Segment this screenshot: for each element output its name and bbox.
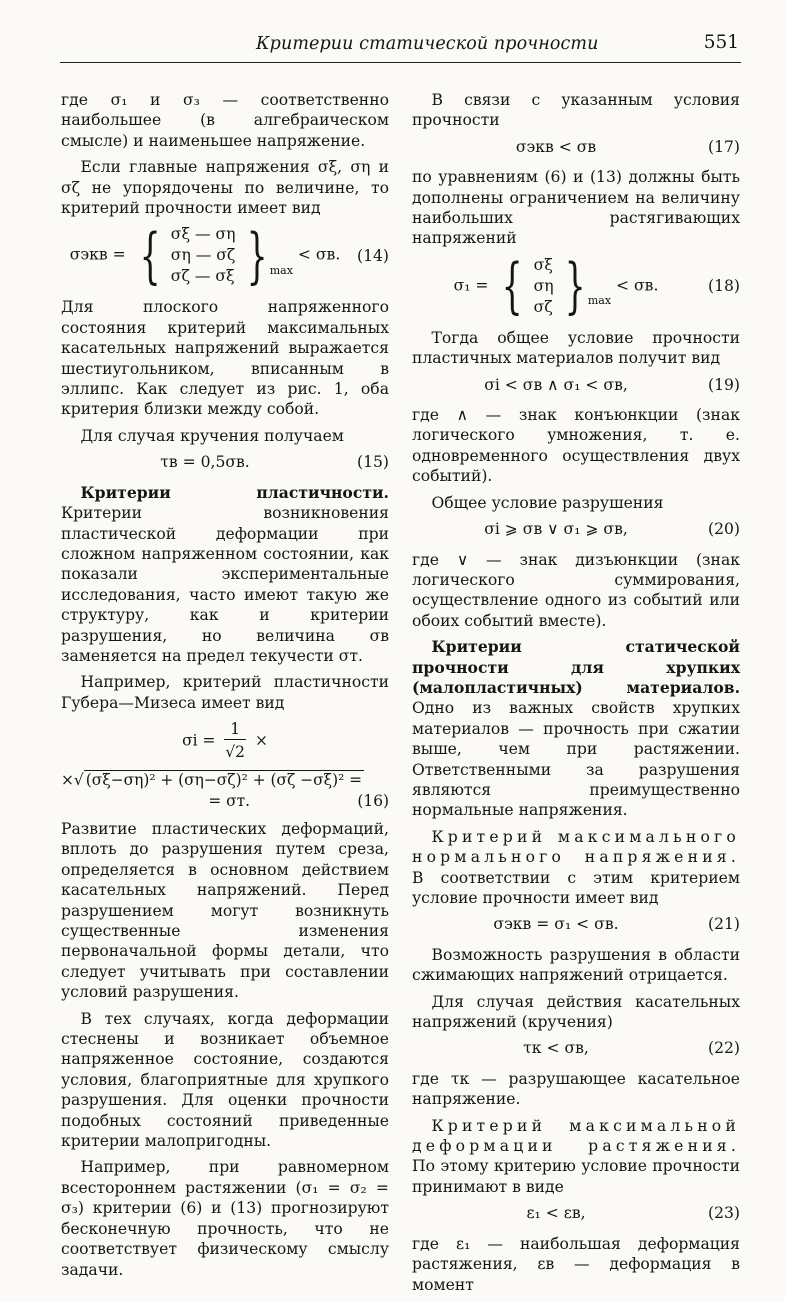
formula-body: σi < σв ∧ σ₁ < σв, <box>484 375 628 394</box>
paragraph <box>61 483 389 667</box>
paragraph: Для плоского напряженного состояния критерий максимальных касательных напряжений выражается шестиугольником, вписанным в эллипс. Как следует из рис. 1, оба критерия близки между собой. <box>61 298 389 419</box>
paragraph: Если главные напряжения σξ, ση и σζ не упорядочены по величине, то критерий прочности имеет вид <box>61 158 389 218</box>
sqrt-prefix: ×√ <box>61 771 84 790</box>
brace-matrix: { σξ — ση ση — σζ σζ — σξ } max <box>139 220 293 291</box>
fraction <box>224 719 246 764</box>
formula-body: σi ⩾ σв ∨ σ₁ ⩾ σв, <box>484 520 628 539</box>
equation-number: (17) <box>707 137 740 156</box>
formula-23 <box>412 1203 740 1223</box>
paragraph: по уравнениям (6) и (13) должны быть дополнены ограничением на величину наибольших растягивающих напряжений <box>412 168 740 248</box>
max-subscript: max <box>587 294 612 308</box>
formula-body: σэкв = σ₁ < σв. <box>493 915 619 934</box>
formula-rhs: < σв. <box>297 245 341 264</box>
fraction-denominator: √2 <box>225 743 245 762</box>
equation-number: (22) <box>707 1039 740 1058</box>
times-sign: × <box>254 731 268 750</box>
paragraph: Для случая кручения получаем <box>80 426 344 445</box>
formula-18 <box>412 251 740 322</box>
formula-15 <box>61 452 389 472</box>
formula-lhs: σ₁ = <box>453 276 489 295</box>
paragraph: Возможность разрушения в области сжимающих напряжений отрицается. <box>412 945 740 985</box>
formula-body: τв = 0,5σв. <box>160 453 250 472</box>
section-heading: Критерии пластичности. <box>80 482 389 502</box>
paragraph: где σ₁ и σ₃ — соответственно наибольшее (в алгебраическом смысле) и наименьшее напряжение. <box>61 91 389 150</box>
paragraph: Например, при равномерном всестороннем растяжении (σ₁ = σ₂ = σ₃) критерии (6) и (13) прогнозируют бесконечную прочность, что не соответствует физическому смыслу задачи. <box>61 1158 389 1279</box>
equation-number: (19) <box>707 375 740 394</box>
paragraph <box>412 637 740 821</box>
paragraph-text: Критерии возникновения пластической деформации при сложном напряженном состоянии, как показали экспериментальные исследования, часто имеют такую же структуру, как и критерии разрушения, но величина σв заменяется на предел текучести σт. <box>61 504 389 665</box>
left-column <box>61 90 389 1286</box>
paragraph-text: По этому критерию условие прочности принимают в виде <box>412 1157 740 1196</box>
paragraph: В тех случаях, когда деформации стеснены и возникает объемное напряженное состояние, создаются условия, благоприятные для хрупкого разрушения. Для оценки прочности подобных состояний приведенные критерии малопригодны. <box>61 1009 389 1151</box>
matrix-row: σξ — ση <box>170 225 236 244</box>
paragraph: где ∧ — знак конъюнкции (знак логического умножения, т. е. одновременного осуществления двух событий). <box>412 406 740 486</box>
paragraph: Развитие пластических деформаций, вплоть до разрушения путем среза, определяется в основном действием касательных напряжений. Перед разрушением могут возникнуть существенные изменения первоначальной формы детали, что следует учитывать при составлении условий разрушения. <box>61 819 389 1002</box>
paragraph-text: В соответствии с этим критерием условие прочности имеет вид <box>412 868 740 907</box>
equation-number: (23) <box>707 1204 740 1223</box>
formula-22 <box>412 1038 740 1058</box>
sqrt-radicand: (σξ−ση)² + (ση−σζ)² + (σζ −σξ)² = <box>85 771 363 790</box>
page-header <box>60 20 741 63</box>
formula-20 <box>412 519 740 539</box>
max-subscript: max <box>269 264 293 278</box>
formula-lhs: σэкв = <box>69 245 126 264</box>
matrix-row: σζ <box>533 297 553 316</box>
formula-21 <box>412 914 740 934</box>
section-heading: Критерии статической прочности для хрупких (малопластичных) материалов. <box>412 637 740 697</box>
formula-rhs: < σв. <box>616 276 659 295</box>
paragraph: где ε₁ — наибольшая деформация растяжения, εв — деформация в момент <box>412 1234 740 1294</box>
formula-19 <box>412 375 740 395</box>
formula-lhs: σi = <box>182 731 216 750</box>
formula-14 <box>61 220 389 291</box>
page-number: 551 <box>703 32 739 53</box>
equation-number: (15) <box>356 453 389 472</box>
formula-16 <box>61 719 389 811</box>
paragraph <box>412 1116 740 1198</box>
paragraph: Тогда общее условие прочности пластичных материалов получит вид <box>412 328 740 368</box>
formula-body: τк < σв, <box>523 1039 589 1058</box>
paragraph: где ∨ — знак дизъюнкции (знак логического суммирования, осуществление одного из событий или обоих событий вместе). <box>412 550 740 630</box>
paragraph <box>412 827 740 909</box>
paragraph: Общее условие разрушения <box>431 493 664 512</box>
fraction-numerator: 1 <box>224 719 246 740</box>
equation-number: (14) <box>356 246 389 265</box>
paragraph: В связи с указанным условия прочности <box>412 91 740 130</box>
matrix-row: ση — σζ <box>170 246 236 265</box>
matrix-row: σξ <box>533 255 553 274</box>
spaced-heading: Критерий максимального нормального напряжения. <box>412 827 740 867</box>
paragraph: где τк — разрушающее касательное напряжение. <box>412 1069 740 1109</box>
right-column <box>412 90 740 1301</box>
equation-number: (16) <box>357 791 389 810</box>
paragraph-text: Одно из важных свойств хрупких материалов — прочность при сжатии выше, чем при растяжении. Ответственными за разрушения являются преимущественно нормальные напряжения. <box>412 699 740 820</box>
spaced-heading: Критерий максимальной деформации растяжения. <box>412 1116 740 1156</box>
equation-number: (21) <box>707 915 740 934</box>
matrix-row: σζ — σξ <box>170 267 235 286</box>
formula-body: ε₁ < εв, <box>526 1204 586 1223</box>
equation-number: (18) <box>707 277 740 296</box>
paragraph: Для случая действия касательных напряжений (кручения) <box>412 992 740 1032</box>
equation-number: (20) <box>707 520 740 539</box>
formula-body: σэкв < σв <box>515 137 597 156</box>
paragraph: Например, критерий пластичности Губера—Мизеса имеет вид <box>61 673 389 712</box>
formula-result: = σт. <box>208 791 251 810</box>
brace-matrix: { σξ ση σζ } max <box>502 251 612 322</box>
running-title: Критерии статической прочности <box>256 34 599 54</box>
formula-17 <box>412 137 740 157</box>
matrix-row: ση <box>533 276 554 295</box>
